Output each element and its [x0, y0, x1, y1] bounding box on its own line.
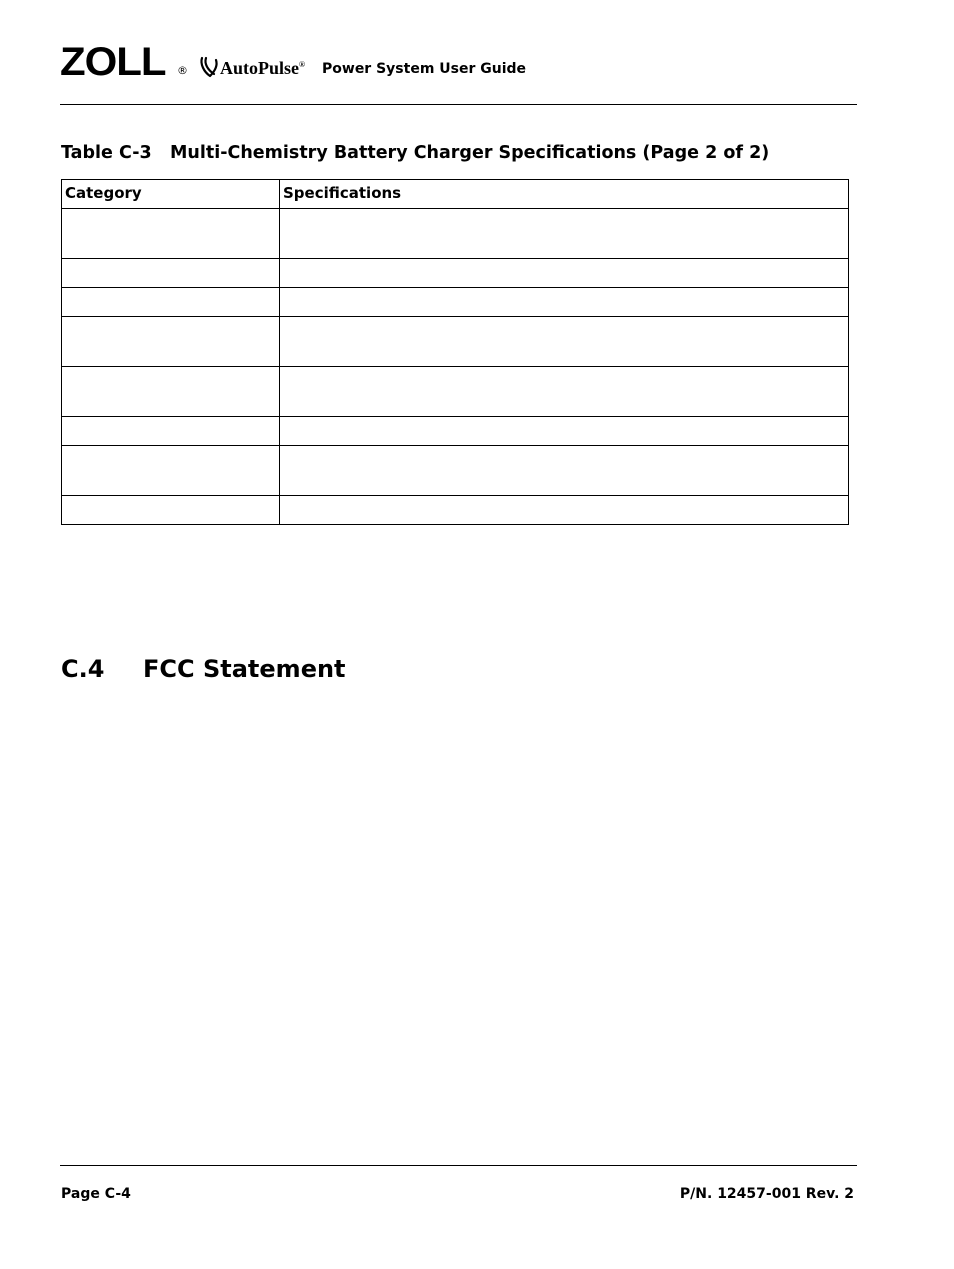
table-row: [62, 288, 849, 317]
section-number: C.4: [61, 655, 105, 683]
table-title: Multi-Chemistry Battery Charger Specifications (Page 2 of 2): [170, 143, 770, 163]
specification-cell: [280, 317, 849, 367]
column-header-category: Category: [62, 180, 280, 209]
table-row: [62, 367, 849, 417]
autopulse-swirl-icon: [198, 54, 220, 80]
specification-cell: [280, 288, 849, 317]
specification-cell: [280, 259, 849, 288]
document-title: Power System User Guide: [322, 61, 527, 77]
category-cell: [62, 417, 280, 446]
table-row: [62, 496, 849, 525]
column-header-specifications: Specifications: [280, 180, 849, 209]
autopulse-logo: AutoPulse®: [220, 58, 305, 78]
table-caption: [61, 143, 769, 163]
table-row: [62, 259, 849, 288]
section-heading: [61, 655, 346, 683]
header-divider: [60, 104, 857, 105]
category-cell: [62, 209, 280, 259]
section-title: FCC Statement: [143, 655, 346, 683]
table-number: Table C-3: [61, 143, 152, 163]
table-row: [62, 417, 849, 446]
specification-cell: [280, 209, 849, 259]
footer-divider: [60, 1165, 857, 1166]
specification-cell: [280, 446, 849, 496]
specifications-table: [61, 179, 849, 525]
table-row: [62, 317, 849, 367]
zoll-logo: ZOLL: [60, 40, 166, 84]
specification-cell: [280, 367, 849, 417]
category-cell: [62, 367, 280, 417]
category-cell: [62, 496, 280, 525]
part-number: P/N. 12457-001 Rev. 2: [679, 1186, 854, 1202]
table-row: [62, 209, 849, 259]
zoll-registered-mark: ®: [177, 64, 188, 77]
specification-cell: [280, 417, 849, 446]
table-row: [62, 446, 849, 496]
category-cell: [62, 259, 280, 288]
page-number: Page C-4: [61, 1186, 131, 1202]
category-cell: [62, 446, 280, 496]
table-header-row: [62, 180, 849, 209]
category-cell: [62, 317, 280, 367]
category-cell: [62, 288, 280, 317]
specification-cell: [280, 496, 849, 525]
